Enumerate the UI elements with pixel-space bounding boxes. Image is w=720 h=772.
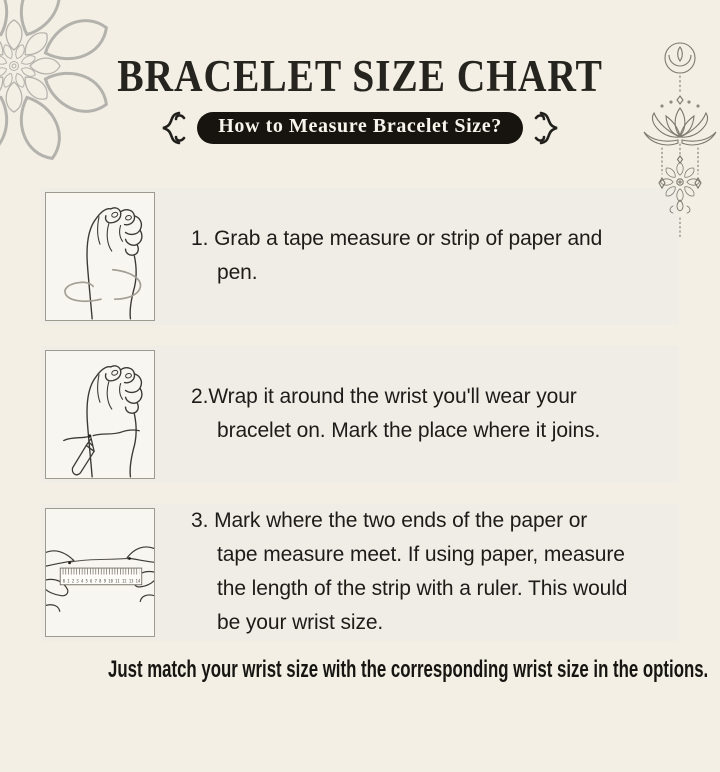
page-background — [0, 52, 720, 772]
fist-with-tape-loop-icon — [46, 193, 154, 320]
step3-instruction — [191, 504, 627, 640]
step3-line-3: the length of the strip with a ruler. This would — [217, 577, 628, 600]
page-title: BRACELET SIZE CHART — [117, 51, 603, 101]
step3-line-2: tape measure meet. If using paper, measure — [217, 543, 625, 566]
curly-flourish-left-icon — [153, 110, 187, 146]
step1-line-2: pen. — [217, 261, 258, 284]
step-card-1 — [41, 188, 679, 325]
step-line — [191, 222, 602, 256]
step1-number: 1. — [191, 227, 215, 250]
step2-number: 2. — [191, 385, 209, 408]
step3-illustration-box — [45, 508, 155, 637]
step2-line-2: bracelet on. Mark the place where it joins. — [217, 419, 601, 442]
step-line — [191, 504, 627, 538]
step2-illustration-box — [45, 350, 155, 479]
step1-illustration-box — [45, 192, 155, 321]
step3-number: 3. — [191, 509, 215, 532]
step-card-2 — [41, 346, 679, 483]
badge-row — [0, 110, 720, 146]
footer-note: Just match your wrist size with the corresponding wrist size in the options. — [108, 655, 709, 683]
step2-instruction — [191, 380, 600, 448]
step1-instruction — [191, 222, 602, 290]
step2-line-1: Wrap it around the wrist you'll wear your — [208, 385, 577, 408]
steps-list — [41, 188, 679, 641]
step3-line-1: Mark where the two ends of the paper or — [214, 509, 588, 532]
hands-with-ruler-icon — [46, 509, 154, 636]
how-to-badge: How to Measure Bracelet Size? — [197, 112, 523, 144]
step1-line-1: Grab a tape measure or strip of paper and — [214, 227, 603, 250]
step-card-3 — [41, 504, 679, 641]
curly-flourish-right-icon — [533, 110, 567, 146]
ruler-numbers: 0 1 2 3 4 5 6 7 8 9 10 11 12 13 14 — [62, 577, 141, 583]
step-line — [191, 380, 600, 414]
step3-line-4: be your wrist size. — [217, 611, 384, 634]
fist-with-marker-pen-icon — [46, 351, 154, 478]
